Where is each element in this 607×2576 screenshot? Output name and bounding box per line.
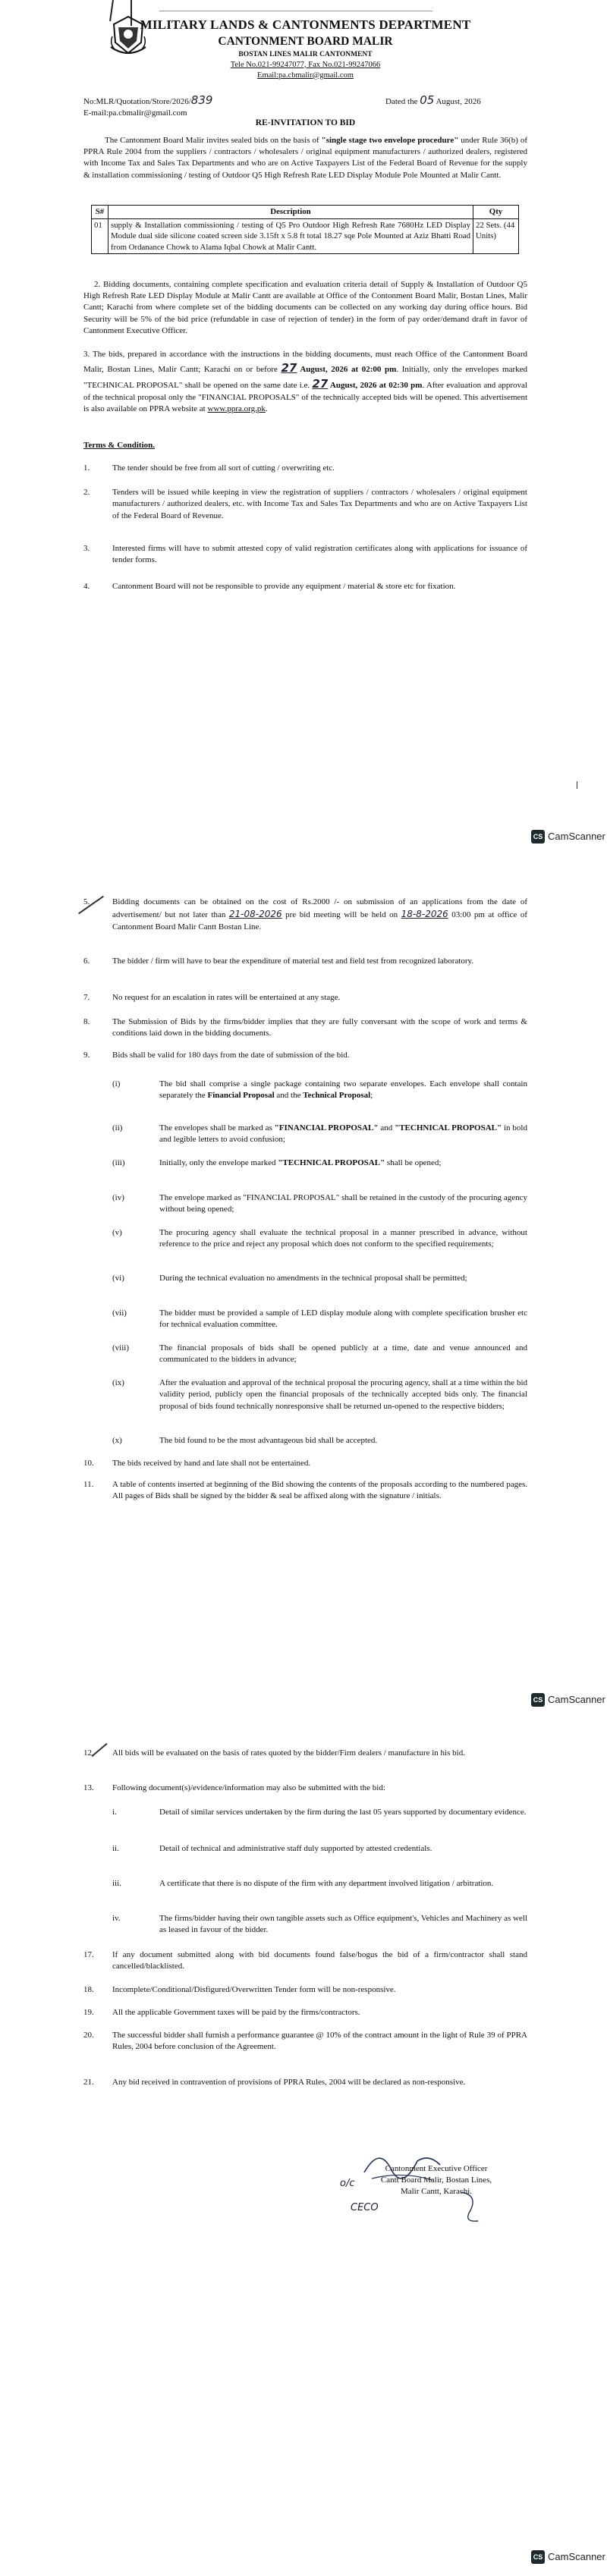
dated-day-handwritten: 05: [420, 93, 435, 107]
requirement-iv: iv. The firms/bidder having their own tangible assets such as Office equipment's, Vehicles and Machinery as well as leased in favour of the bidder.: [112, 1914, 527, 1935]
page-title: RE-INVITATION TO BID: [255, 118, 356, 127]
sub-clause-x: (x) The bid found to be the most advantageous bid shall be accepted.: [112, 1436, 378, 1445]
specification-table: [91, 205, 519, 254]
sub-clause-iv: (iv) The envelope marked as "FINANCIAL PROPOSAL" shall be retained in the custody of the procuring agency without being opened;: [112, 1193, 527, 1214]
term-20: 20. The successful bidder shall furnish a performance guarantee @ 10% of the contract amount in the light of Rule 39 of PPRA Rules, 2004 before conclusion of the Agreement.: [83, 2031, 527, 2052]
table-header-row: [92, 206, 519, 219]
reference-email: E-mail:pa.cbmalir@gmail.com: [83, 108, 187, 118]
signature-flourish: [455, 2188, 486, 2226]
requirement-iii: iii. A certificate that there is no dispute of the firm with any department involved litigation / arbitration.: [112, 1879, 494, 1888]
term-19: 19. All the applicable Government taxes will be paid by the firms/contractors.: [83, 2008, 360, 2017]
signatory-office: Cantt Board Malir, Bostan Lines,: [380, 2175, 492, 2185]
camscanner-label: CamScanner: [548, 1694, 605, 1706]
telephone-fax: Tele No.021-99247077, Fax No.021-99247066: [230, 60, 381, 69]
sub-clause-v: (v) The procuring agency shall evaluate the technical proposal in a manner prescribed in advance, without reference to the price and reject any proposal which does not conform to the specified requirements;: [112, 1228, 527, 1249]
cell-description: supply & Installation commissioning / testing of Q5 Pro Outdoor High Refresh Rate 7680Hz LED Display Module dual side silicone coated screen side 3.15ft x 5.8 ft total 18.27 sqe Pole Mounted at Aziz Bhatti Road from Ordanance Chowk to Alama Iqbal Chowk at Malir Cantt.: [109, 218, 473, 254]
table-row: [92, 218, 519, 254]
term-8: 8. The Submission of Bids by the firms/bidder implies that they are fully conversant with the scope of work and terms & conditions laid down in the bidding documents.: [83, 1017, 527, 1038]
document-page-3: [0, 1717, 607, 2576]
page-3-sheet: [83, 1717, 527, 2576]
col-quantity: Qty: [473, 206, 519, 219]
camscanner-icon: CS: [531, 830, 545, 843]
sub-clause-viii: (viii) The financial proposals of bids shall be opened publicly at a time, date and venue announced and communicated to the bidders in advance;: [112, 1343, 527, 1365]
header-email: Email:pa.cbmalir@gmail.com: [257, 71, 354, 80]
camscanner-label: CamScanner: [548, 831, 605, 843]
board-name: CANTONMENT BOARD MALIR: [218, 34, 393, 48]
camscanner-icon: CS: [531, 1693, 545, 1707]
page-1-sheet: [83, 0, 527, 859]
reference-number-handwritten: 839: [190, 93, 213, 107]
camscanner-label: CamScanner: [548, 2551, 605, 2563]
term-10: 10. The bids received by hand and late shall not be entertained.: [83, 1459, 311, 1468]
term-11: 11. A table of contents inserted at beginning of the Bid showing the contents of the proposals according to the numbered pages. All pages of Bids shall be signed by the bidder & seal be affixed along with the signature / initials.: [83, 1480, 527, 1501]
prebid-date-handwritten: 18-8-2026: [401, 909, 448, 920]
term-2: 2. Tenders will be issued while keeping in view the registration of suppliers / contractors / wholesalers / original equipment manufacturers / authorized dealers, etc. with Income Tax and Sales Tax Departments and who are on Active Taxpayers List of the Federal Board of Revenue.: [83, 488, 527, 520]
sub-clause-ii: (ii) The envelopes shall be marked as "FINANCIAL PROPOSAL" and "TECHNICAL PROPOSAL" in bold and legible letters to avoid confusion;: [112, 1123, 527, 1145]
paragraph-2: 2. Bidding documents, containing complete specification and evaluation criteria detail of Supply & Installation of Outdoor Q5 High Refresh Rate LED Display Module at Malir Cantt are available at Office of the Contonment Board Malir, Bostan Lines, Malir Cantt; Karachi from where complete set of the bidding documents can be collected on any working day during office hours. Bid Security will be 5% of the bid price (refundable in case of rejection of tender) in the form of pay order/demand draft in favor of Cantonment Executive Officer.: [83, 280, 527, 335]
term-12: 12. All bids will be evaluated on the basis of rates quoted by the bidder/Firm dealers / manufacture in his bid.: [83, 1748, 465, 1758]
opening-date-handwritten: 27: [312, 376, 329, 391]
sub-clause-vii: (vii) The bidder must be provided a sample of LED display module along with complete specification brusher etc for technical evaluation committee.: [112, 1308, 527, 1330]
dated-line: [385, 93, 481, 108]
col-description: Description: [109, 206, 473, 219]
document-page-1: [0, 0, 607, 859]
reference-line: [83, 93, 527, 119]
term-17: 17. If any document submitted along with bid documents found false/bogus the bid of a firm/contractor shall stand cancelled/blacklisted.: [83, 1950, 527, 1971]
cell-quantity: 22 Sets. (44 Units): [473, 218, 519, 254]
sub-clause-iii: (iii) Initially, only the envelope marked "TECHNICAL PROPOSAL" shall be opened;: [112, 1158, 442, 1167]
term-6: 6. The bidder / firm will have to bear the expenditure of material test and field test from recognized laboratory.: [83, 957, 474, 966]
term-21: 21. Any bid received in contravention of provisions of PPRA Rules, 2004 will be declared as non-responsive.: [83, 2078, 466, 2087]
sub-clause-vi: (vi) During the technical evaluation no amendments in the technical proposal shall be permitted;: [112, 1274, 467, 1283]
term-1: 1. The tender should be free from all sort of cutting / overwriting etc.: [83, 463, 335, 473]
reference-number: No:MLR/Quotation/Store/2026/: [83, 97, 191, 106]
cell-serial: 01: [92, 218, 109, 254]
department-name: MILITARY LANDS & CANTONMENTS DEPARTMENT: [140, 17, 471, 32]
dated-month-year: August, 2026: [436, 97, 481, 106]
sub-clause-i: (i) The bid shall comprise a single package containing two separate envelopes. Each envelope shall contain separately the Financial Proposal and the Technical Proposal;: [112, 1079, 527, 1101]
requirement-ii: ii. Detail of technical and administrative staff duly supported by attested credentials.: [112, 1844, 432, 1853]
term-5: 5. Bidding documents can be obtained on the cost of Rs.2000 /- on submission of an applications from the date of advertisement/ but not later than 21-08-2026 pre bid meeting will be held on 18-8-2026 03:00 pm at office of Cantonment Board Malir Cantt Bostan Line.: [83, 897, 527, 931]
terms-heading: Terms & Condition.: [83, 441, 156, 450]
ppra-website-link[interactable]: www.ppra.org.pk: [207, 404, 266, 413]
signature-ceco-handwritten: CECO: [351, 2202, 379, 2213]
signature-oc-handwritten: o/c: [340, 2178, 355, 2189]
signature-block: [364, 2163, 508, 2198]
board-address: BOSTAN LINES MALIR CANTONMENT: [238, 50, 373, 58]
paragraph-3: 3. The bids, prepared in accordance with the instructions in the bidding documents, must reach Office of the Cantonment Board Malir, Bostan Lines, Malir Cantt; Karachi on or before 27 August, 2026 at 02:00 pm. Initially, only the envelopes marked "TECHNICAL PROPOSAL" shall be opened on the same date i.e. 27 August, 2026 at 02:30 pm. After evaluation and approval of the technical proposal only the "FINANCIAL PROPOSALS" of the technically accepted bids will be opened. This advertisement is also available on PPRA website at www.ppra.org.pk.: [83, 350, 528, 413]
letterhead: [83, 17, 527, 81]
camscanner-watermark: [531, 1692, 605, 1708]
term-7: 7. No request for an escalation in rates will be entertained at any stage.: [83, 993, 341, 1002]
signatory-location: Malir Cantt, Karachi.: [400, 2187, 473, 2197]
col-serial: S#: [92, 206, 109, 219]
signatory-title: Cantonment Executive Officer: [385, 2164, 488, 2173]
submission-date-handwritten: 27: [281, 361, 297, 375]
term-18: 18. Incomplete/Conditional/Disfigured/Overwritten Tender form will be non-responsive.: [83, 1985, 396, 1994]
camscanner-watermark: [531, 2549, 605, 2565]
page-2-sheet: [83, 859, 527, 1717]
camscanner-watermark: [531, 828, 605, 845]
term-9: 9. Bids shall be valid for 180 days from the date of submission of the bid.: [83, 1051, 350, 1060]
dated-label: Dated the: [385, 97, 418, 106]
last-date-handwritten: 21-08-2026: [228, 909, 282, 920]
requirement-i: i. Detail of similar services undertaken by the firm during the last 05 years supported by documentary evidence.: [112, 1808, 527, 1817]
camscanner-icon: CS: [531, 2550, 545, 2564]
sub-clause-ix: (ix) After the evaluation and approval of the technical proposal the procuring agency, shall at a time within the bid validity period, publicly open the financial proposals of the technically accepted bids only. The financial proposal of bids found technically nonresponsive shall be returned un-opened to the respective bidders;: [112, 1378, 527, 1411]
term-13: 13. Following document(s)/evidence/information may also be submitted with the bid:: [83, 1783, 385, 1792]
intro-paragraph: The Cantonment Board Malir invites sealed bids on the basis of "single stage two envelope procedure" under Rule 36(b) of PPRA Rule 2004 from the suppliers / contractors / wholesalers / original equipment manufacturers / authorized dealers, registered with Income Tax and Sales Tax Departments and who are on Active Taxpayers List of the Federal Board of Revenue for the supply & installation commissioning / testing of Outdoor Q5 High Refresh Rate LED Display Module Pole Mounted at Malir Cantt.: [83, 136, 527, 180]
term-4: 4. Cantonment Board will not be responsible to provide any equipment / material & store etc for fixation.: [83, 582, 456, 591]
document-page-2: [0, 859, 607, 1717]
term-3: 3. Interested firms will have to submit attested copy of valid registration certificates along with applications for issuance of tender forms.: [83, 544, 527, 565]
